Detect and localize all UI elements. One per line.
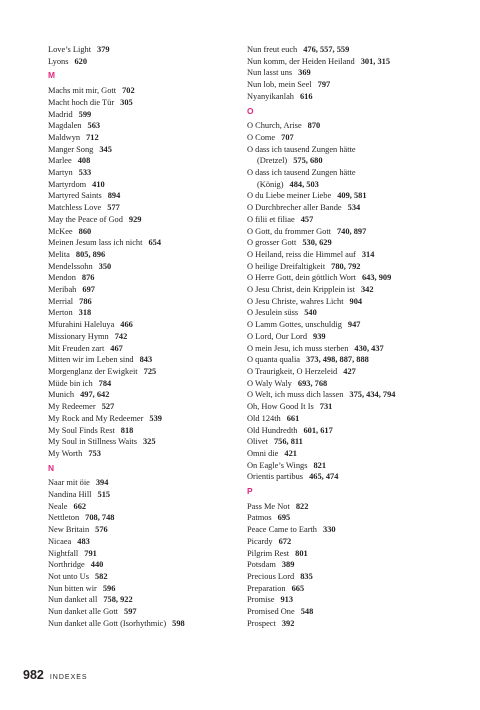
index-entry xyxy=(247,460,462,472)
hymn-numbers: 753 xyxy=(88,448,101,458)
entry-title: O mein Jesu, ich muss sterben xyxy=(247,343,349,353)
entry-title: Mit Freuden zart xyxy=(48,343,105,353)
hymn-numbers: 870 xyxy=(307,121,321,131)
hymn-numbers: 410 xyxy=(92,179,105,189)
entry-title: Promised One xyxy=(247,607,295,617)
hymn-numbers: 476, 557, 559 xyxy=(303,45,350,54)
index-entry xyxy=(48,583,238,595)
index-column-left xyxy=(48,44,238,629)
hymn-numbers: 582 xyxy=(94,571,108,581)
entry-title: Peace Came to Earth xyxy=(247,525,317,535)
index-entry xyxy=(48,489,238,501)
hymn-numbers: 708, 748 xyxy=(85,513,115,523)
entry-title: Macht hoch die Tür xyxy=(48,97,115,107)
entry-title: Nun danket alle Gott xyxy=(48,607,119,617)
index-entry xyxy=(48,524,238,536)
hymn-numbers: 821 xyxy=(313,460,327,470)
entry-title: O Lamm Gottes, unschuldig xyxy=(247,320,342,330)
hymn-numbers: 665 xyxy=(291,583,305,593)
index-entry xyxy=(48,144,238,156)
index-entry xyxy=(48,132,238,144)
index-entry xyxy=(48,448,238,460)
index-entry xyxy=(48,261,238,273)
hymn-numbers: 797 xyxy=(317,80,331,90)
entry-title: Nyanyikanlah xyxy=(247,91,294,101)
hymn-numbers: 731 xyxy=(319,402,333,412)
entry-title: Missionary Hymn xyxy=(48,331,109,341)
hymn-numbers: 818 xyxy=(120,425,134,435)
index-entry xyxy=(247,512,462,524)
entry-title: May the Peace of God xyxy=(48,214,123,224)
entry-title: Nun freut euch xyxy=(247,45,298,54)
entry-title: O Jesu Christe, wahres Licht xyxy=(247,296,344,306)
entry-title: McKee xyxy=(48,226,73,236)
hymn-numbers: 548 xyxy=(300,607,314,617)
index-entry xyxy=(48,548,238,560)
index-entry xyxy=(48,512,238,524)
entry-title: Morgenglanz der Ewigkeit xyxy=(48,366,138,376)
hymn-numbers: 643, 909 xyxy=(361,273,392,283)
hymn-numbers: 408 xyxy=(77,156,91,166)
index-entry xyxy=(247,120,462,132)
index-entry xyxy=(48,237,238,249)
entry-title: O Come xyxy=(247,132,276,142)
entry-title: Martyn xyxy=(48,168,73,178)
index-entry xyxy=(247,144,462,156)
entry-title: Martyred Saints xyxy=(48,191,102,201)
hymn-numbers: 672 xyxy=(278,536,292,546)
hymn-numbers: 577 xyxy=(107,203,120,213)
index-entry xyxy=(48,249,238,261)
hymn-numbers: 318 xyxy=(78,308,92,318)
entry-title: Northridge xyxy=(48,560,85,570)
entry-title: Omni die xyxy=(247,448,279,458)
entry-title: Nun danket alle Gott (Isorhythmic) xyxy=(48,618,167,628)
hymn-numbers: 389 xyxy=(281,560,295,570)
index-entry xyxy=(247,214,462,226)
entry-title: (Dretzel) xyxy=(257,156,288,166)
index-entry xyxy=(48,477,238,489)
hymn-numbers: 576 xyxy=(95,525,108,535)
index-entry xyxy=(247,67,462,79)
index-entry xyxy=(247,524,462,536)
entry-title: My Redeemer xyxy=(48,402,96,412)
index-entry xyxy=(247,471,462,483)
entry-title: My Rock and My Redeemer xyxy=(48,413,144,423)
index-entry xyxy=(48,331,238,343)
index-entry xyxy=(48,44,238,56)
entry-title: Melita xyxy=(48,249,70,259)
index-entry xyxy=(48,594,238,606)
index-entry xyxy=(48,226,238,238)
entry-title: Magdalen xyxy=(48,121,82,131)
index-entry xyxy=(247,501,462,513)
hymn-numbers: 301, 315 xyxy=(360,56,390,66)
index-entry xyxy=(48,425,238,437)
entry-title: My Soul Finds Rest xyxy=(48,425,115,435)
hymn-numbers: 373, 498, 887, 888 xyxy=(306,355,369,365)
entry-title: Merrial xyxy=(48,296,74,306)
entry-title: Nun lasst uns xyxy=(247,68,293,78)
entry-title: O Gott, du frommer Gott xyxy=(247,226,331,236)
index-entry xyxy=(247,44,462,56)
index-entry xyxy=(48,343,238,355)
hymn-numbers: 742 xyxy=(114,331,128,341)
index-entry xyxy=(48,389,238,401)
entry-title: Precious Lord xyxy=(247,571,295,581)
entry-title: Machs mit mir, Gott xyxy=(48,86,117,96)
hymn-numbers: 342 xyxy=(360,285,374,295)
entry-title: Mendon xyxy=(48,273,76,283)
letter-heading: M xyxy=(48,70,55,81)
hymn-numbers: 369 xyxy=(298,68,311,78)
hymn-numbers: 662 xyxy=(73,501,87,511)
index-entry xyxy=(48,179,238,191)
index-entry xyxy=(48,97,238,109)
entry-title: O filii et filiae xyxy=(247,214,295,224)
index-entry xyxy=(247,536,462,548)
entry-title: Old Hundredth xyxy=(247,425,298,435)
hymn-numbers: 620 xyxy=(74,56,88,66)
hymn-numbers: 483 xyxy=(77,536,90,546)
index-entry xyxy=(48,214,238,226)
hymn-numbers: 791 xyxy=(84,548,97,558)
index-entry xyxy=(48,167,238,179)
hymn-numbers: 539 xyxy=(149,413,162,423)
index-entry xyxy=(48,85,238,97)
index-entry xyxy=(48,378,238,390)
index-entry xyxy=(48,571,238,583)
index-entry xyxy=(247,91,462,103)
hymn-numbers: 597 xyxy=(124,607,137,617)
hymn-numbers: 330 xyxy=(323,525,336,535)
hymn-numbers: 466 xyxy=(120,320,133,330)
hymn-numbers: 467 xyxy=(110,343,123,353)
entry-title: Neale xyxy=(48,501,68,511)
index-entry xyxy=(48,120,238,132)
hymn-numbers: 707 xyxy=(281,132,294,142)
hymn-numbers: 693, 768 xyxy=(297,378,328,388)
hymn-numbers: 533 xyxy=(78,168,92,178)
entry-title: O Church, Arise xyxy=(247,121,302,131)
hymn-numbers: 305 xyxy=(120,97,133,107)
hymn-numbers: 596 xyxy=(102,583,116,593)
hymn-numbers: 894 xyxy=(107,191,121,201)
entry-title: Nun lob, mein Seel xyxy=(247,80,312,90)
entry-title: O dass ich tausend Zungen hätte xyxy=(247,168,356,178)
entry-title: Madrid xyxy=(48,109,73,119)
index-entry xyxy=(247,448,462,460)
hymn-numbers: 394 xyxy=(95,478,109,488)
hymn-numbers: 465, 474 xyxy=(309,472,339,482)
index-entry xyxy=(48,436,238,448)
index-entry-continuation xyxy=(247,155,462,167)
hymn-numbers: 392 xyxy=(281,618,295,628)
hymn-numbers: 822 xyxy=(295,501,309,511)
index-entry xyxy=(48,319,238,331)
hymn-numbers: 860 xyxy=(78,226,92,236)
hymn-numbers: 350 xyxy=(98,261,112,271)
hymn-numbers: 421 xyxy=(284,448,297,458)
hymn-numbers: 345 xyxy=(99,144,112,154)
index-entry xyxy=(247,559,462,571)
entry-title: New Britain xyxy=(48,525,90,535)
entry-title: Martyrdom xyxy=(48,179,87,189)
page-footer xyxy=(23,668,88,682)
index-entry xyxy=(48,559,238,571)
hymn-numbers: 904 xyxy=(349,296,363,306)
hymn-numbers: 379 xyxy=(97,45,110,54)
entry-title: Patmos xyxy=(247,513,272,523)
index-entry xyxy=(247,79,462,91)
entry-title: O Lord, Our Lord xyxy=(247,331,308,341)
entry-title: Müde bin ich xyxy=(48,378,93,388)
entry-title: O Waly Waly xyxy=(247,378,292,388)
letter-heading: P xyxy=(247,486,253,497)
letter-heading: O xyxy=(247,105,254,116)
hymn-numbers: 598 xyxy=(172,618,185,628)
hymn-numbers: 575, 680 xyxy=(293,156,323,166)
entry-title: Matchless Love xyxy=(48,203,102,213)
hymn-numbers: 947 xyxy=(347,320,361,330)
hymn-numbers: 725 xyxy=(143,366,157,376)
letter-heading: N xyxy=(48,462,55,473)
hymn-numbers: 534 xyxy=(347,203,361,213)
entry-title: On Eagle’s Wings xyxy=(247,460,308,470)
entry-title: My Worth xyxy=(48,448,83,458)
hymn-numbers: 784 xyxy=(98,378,112,388)
hymn-numbers: 695 xyxy=(277,513,291,523)
hymn-numbers: 835 xyxy=(300,571,313,581)
entry-title: Not unto Us xyxy=(48,571,89,581)
hymn-numbers: 409, 581 xyxy=(337,191,367,201)
hymn-numbers: 515 xyxy=(97,490,111,500)
hymn-numbers: 601, 617 xyxy=(303,425,333,435)
index-entry xyxy=(247,56,462,68)
entry-title: (König) xyxy=(257,179,284,189)
index-entry xyxy=(247,284,462,296)
entry-title: Nun komm, der Heiden Heiland xyxy=(247,56,355,66)
hymn-numbers: 599 xyxy=(78,109,92,119)
hymn-numbers: 929 xyxy=(128,214,142,224)
hymn-numbers: 780, 792 xyxy=(331,261,361,271)
entry-title: Orientis partibus xyxy=(247,472,304,482)
entry-title: O Jesu Christ, dein Kripplein ist xyxy=(247,285,355,295)
hymn-numbers: 786 xyxy=(79,296,92,306)
index-entry xyxy=(247,190,462,202)
hymn-numbers: 805, 896 xyxy=(75,249,106,259)
index-entry xyxy=(48,536,238,548)
hymn-numbers: 527 xyxy=(101,402,115,412)
entry-title: O Jesulein süss xyxy=(247,308,299,318)
index-entry xyxy=(48,366,238,378)
hymn-numbers: 913 xyxy=(280,595,294,605)
index-entry xyxy=(48,190,238,202)
hymn-numbers: 939 xyxy=(313,331,326,341)
entry-title: Mendelssohn xyxy=(48,261,93,271)
hymn-numbers: 843 xyxy=(139,355,153,365)
entry-title: Mfurahini Haleluya xyxy=(48,320,115,330)
index-entry xyxy=(247,202,462,214)
index-entry xyxy=(247,261,462,273)
entry-title: Nun bitten wir xyxy=(48,583,97,593)
entry-title: Pass Me Not xyxy=(247,501,290,511)
hymn-numbers: 325 xyxy=(142,437,156,447)
index-entry xyxy=(48,296,238,308)
index-entry xyxy=(48,202,238,214)
entry-title: My Soul in Stillness Waits xyxy=(48,437,137,447)
hymn-numbers: 661 xyxy=(286,413,300,423)
entry-title: Nandina Hill xyxy=(48,490,92,500)
entry-title: Picardy xyxy=(247,536,273,546)
hymn-numbers: 712 xyxy=(86,132,99,142)
index-entry xyxy=(247,606,462,618)
index-entry xyxy=(247,319,462,331)
index-entry xyxy=(48,272,238,284)
index-entry xyxy=(247,132,462,144)
index-entry xyxy=(247,378,462,390)
entry-title: Prospect xyxy=(247,618,276,628)
entry-title: O heilige Dreifaltigkeit xyxy=(247,261,326,271)
entry-title: Nun danket all xyxy=(48,595,98,605)
hymn-numbers: 484, 503 xyxy=(289,179,319,189)
index-entry xyxy=(48,354,238,366)
hymn-numbers: 440 xyxy=(90,560,104,570)
index-entry xyxy=(48,401,238,413)
index-entry xyxy=(247,167,462,179)
entry-title: O Traurigkeit, O Herzeleid xyxy=(247,366,338,376)
index-entry xyxy=(247,548,462,560)
index-entry xyxy=(247,272,462,284)
hymn-numbers: 430, 437 xyxy=(354,343,384,353)
entry-title: Nightfall xyxy=(48,548,79,558)
entry-title: Marlee xyxy=(48,156,72,166)
entry-title: Old 124th xyxy=(247,413,281,423)
hymn-numbers: 756, 811 xyxy=(273,437,303,447)
entry-title: Olivet xyxy=(247,437,268,447)
entry-title: Pilgrim Rest xyxy=(247,548,290,558)
entry-title: Promise xyxy=(247,595,275,605)
page-number: 982 xyxy=(23,668,44,682)
index-entry xyxy=(247,343,462,355)
entry-title: O Heiland, reiss die Himmel auf xyxy=(247,249,356,259)
entry-title: O Welt, ich muss dich lassen xyxy=(247,390,344,400)
entry-title: Merton xyxy=(48,308,73,318)
hymn-numbers: 801 xyxy=(295,548,308,558)
entry-title: O dass ich tausend Zungen hätte xyxy=(247,144,356,154)
index-entry xyxy=(247,436,462,448)
index-entry xyxy=(48,413,238,425)
index-entry xyxy=(247,226,462,238)
entry-title: Nettleton xyxy=(48,513,80,523)
index-entry xyxy=(247,307,462,319)
index-entry xyxy=(247,354,462,366)
entry-title: Manger Song xyxy=(48,144,94,154)
hymn-numbers: 530, 629 xyxy=(302,238,332,248)
index-entry xyxy=(48,501,238,513)
hymn-numbers: 375, 434, 794 xyxy=(349,390,396,400)
index-entry xyxy=(247,425,462,437)
index-entry xyxy=(247,389,462,401)
index-entry xyxy=(48,606,238,618)
entry-title: Meinen Jesum lass ich nicht xyxy=(48,238,143,248)
index-entry xyxy=(247,366,462,378)
hymn-numbers: 702 xyxy=(122,86,135,96)
index-entry-continuation xyxy=(247,179,462,191)
index-entry xyxy=(48,56,238,68)
index-column-right xyxy=(247,44,462,629)
index-entry xyxy=(247,331,462,343)
entry-title: O grosser Gott xyxy=(247,238,297,248)
index-entry xyxy=(247,296,462,308)
entry-title: Munich xyxy=(48,390,75,400)
hymn-numbers: 497, 642 xyxy=(80,390,110,400)
section-label: INDEXES xyxy=(49,674,88,681)
index-entry xyxy=(247,237,462,249)
index-entry xyxy=(247,594,462,606)
hymn-numbers: 876 xyxy=(81,273,95,283)
entry-title: Mitten wir im Leben sind xyxy=(48,355,134,365)
index-entry xyxy=(247,618,462,630)
index-entry xyxy=(247,401,462,413)
entry-title: Meribah xyxy=(48,285,77,295)
hymn-numbers: 697 xyxy=(82,285,95,295)
entry-title: Preparation xyxy=(247,583,286,593)
hymn-numbers: 654 xyxy=(148,238,161,248)
entry-title: O Herre Gott, dein göttlich Wort xyxy=(247,273,356,283)
hymn-numbers: 314 xyxy=(361,249,375,259)
entry-title: Lyons xyxy=(48,56,69,66)
index-entry xyxy=(247,571,462,583)
hymn-numbers: 740, 897 xyxy=(336,226,367,236)
entry-title: Love’s Light xyxy=(48,45,92,54)
hymn-numbers: 457 xyxy=(300,214,314,224)
entry-title: Nicaea xyxy=(48,536,72,546)
hymn-numbers: 540 xyxy=(304,308,317,318)
index-entry xyxy=(247,249,462,261)
entry-title: O quanta qualia xyxy=(247,355,301,365)
index-entry xyxy=(48,155,238,167)
index-entry xyxy=(247,413,462,425)
entry-title: Maldwyn xyxy=(48,132,81,142)
index-entry xyxy=(48,109,238,121)
entry-title: O du Liebe meiner Liebe xyxy=(247,191,332,201)
hymn-numbers: 758, 922 xyxy=(103,595,133,605)
index-entry xyxy=(48,307,238,319)
index-entry xyxy=(48,618,238,630)
entry-title: Oh, How Good It Is xyxy=(247,402,314,412)
index-entry xyxy=(247,583,462,595)
index-entry xyxy=(48,284,238,296)
entry-title: Potsdam xyxy=(247,560,276,570)
entry-title: O Durchbrecher aller Bande xyxy=(247,203,342,213)
entry-title: Naar mit öie xyxy=(48,478,90,488)
hymn-numbers: 563 xyxy=(87,121,101,131)
hymn-numbers: 427 xyxy=(343,366,356,376)
hymn-numbers: 616 xyxy=(299,91,313,101)
